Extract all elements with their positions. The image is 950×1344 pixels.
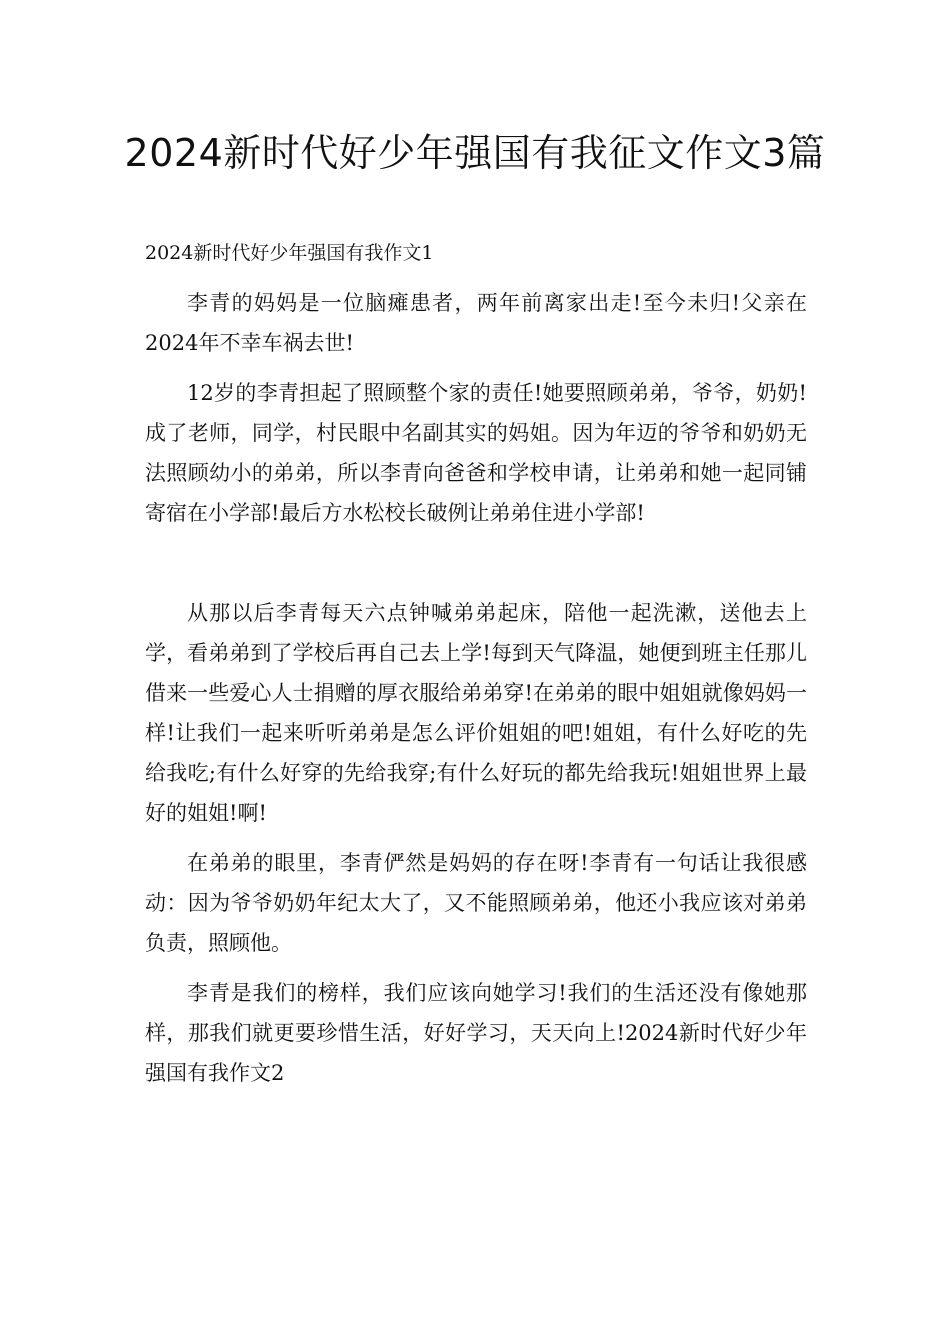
document-body	[145, 233, 807, 1103]
paragraph-spacer	[145, 543, 807, 593]
paragraph: 李青的妈妈是一位脑瘫患者，两年前离家出走!至今未归!父亲在2024年不幸车祸去世!	[145, 291, 807, 355]
paragraph: 在弟弟的眼里，李青俨然是妈妈的存在呀!李青有一句话让我很感动：因为爷爷奶奶年纪太大了，又不能照顾弟弟，他还小我应该对弟弟负责，照顾他。	[145, 851, 807, 955]
paragraph: 12岁的李青担起了照顾整个家的责任!她要照顾弟弟，爷爷，奶奶!成了老师，同学，村民眼中名副其实的妈姐。因为年迈的爷爷和奶奶无法照顾幼小的弟弟，所以李青向爸爸和学校申请，让弟弟和她一起同铺寄宿在小学部!最后方水松校长破例让弟弟住进小学部!	[145, 381, 807, 525]
document-title: 2024新时代好少年强国有我征文作文3篇	[124, 131, 826, 175]
paragraph: 从那以后李青每天六点钟喊弟弟起床，陪他一起洗漱，送他去上学，看弟弟到了学校后再自己去上学!每到天气降温，她便到班主任那儿借来一些爱心人士捐赠的厚衣服给弟弟穿!在弟弟的眼中姐姐就像妈妈一样!让我们一起来听听弟弟是怎么评价姐姐的吧!姐姐，有什么好吃的先给我吃;有什么好穿的先给我穿;有什么好玩的都先给我玩!姐姐世界上最好的姐姐!啊!	[145, 601, 807, 825]
section-heading: 2024新时代好少年强国有我作文1	[145, 242, 434, 264]
paragraph: 李青是我们的榜样，我们应该向她学习!我们的生活还没有像她那样，那我们就更要珍惜生活，好好学习，天天向上!2024新时代好少年强国有我作文2	[145, 981, 807, 1085]
